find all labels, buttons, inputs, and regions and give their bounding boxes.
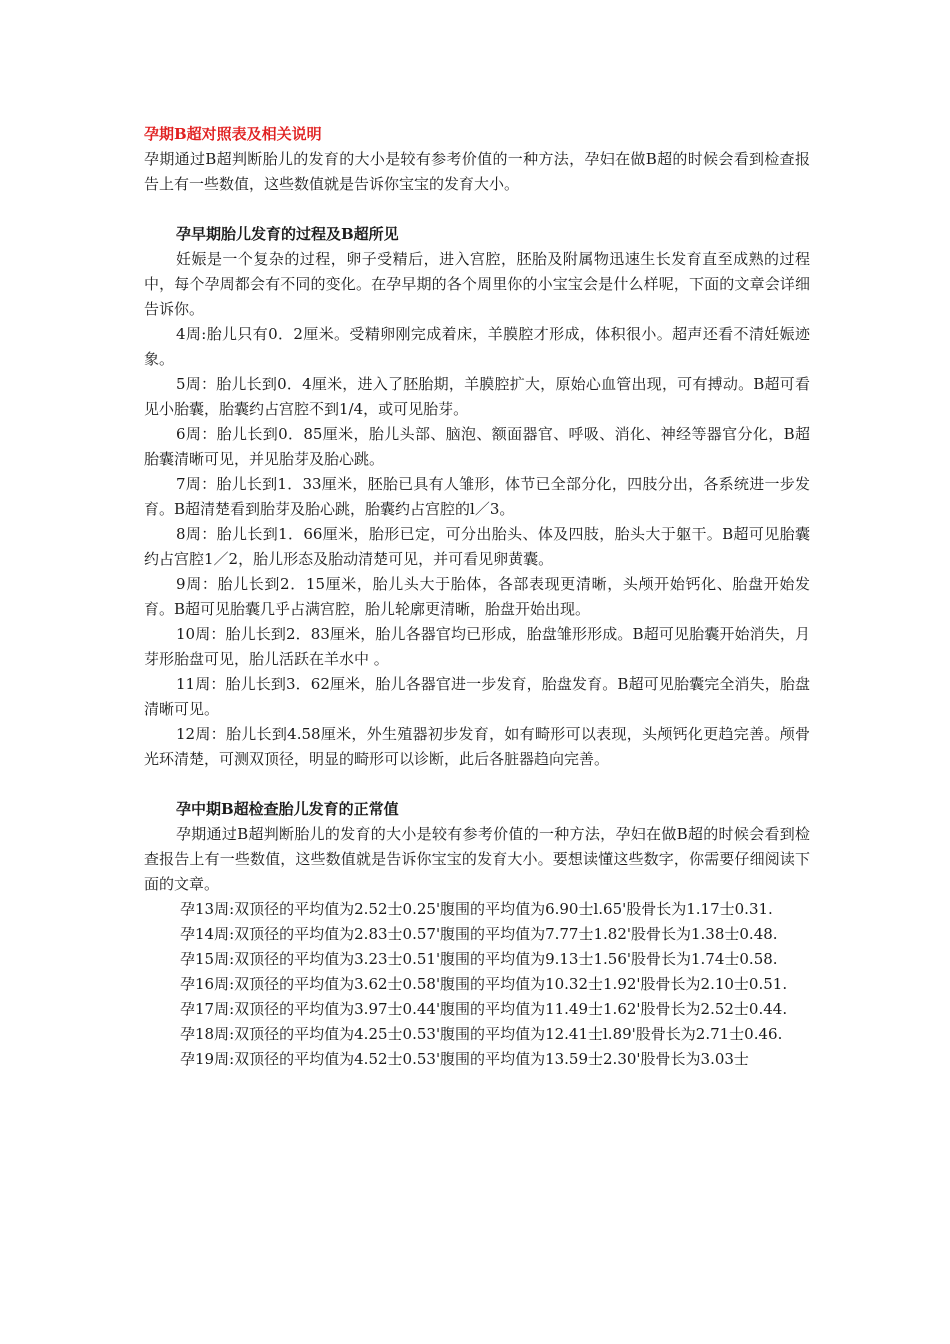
early-week-8: 8周：胎儿长到1．66厘米，胎形已定，可分出胎头、体及四肢，胎头大于躯干。B超可见胎囊约占宫腔1／2，胎儿形态及胎动清楚可见，并可看见卵黄囊。 bbox=[144, 525, 810, 568]
early-week-9: 9周：胎儿长到2．15厘米，胎儿头大于胎体，各部表现更清晰，头颅开始钙化、胎盘开始发育。B超可见胎囊几乎占满宫腔，胎儿轮廓更清晰，胎盘开始出现。 bbox=[144, 575, 810, 618]
mid-week-17: 孕17周:双顶径的平均值为3.97士0.44'腹围的平均值为11.49士1.62'股骨长为2.52士0.44. bbox=[180, 1000, 788, 1018]
early-pregnancy-section bbox=[144, 222, 810, 772]
early-week-11: 11周：胎儿长到3．62厘米，胎儿各器官进一步发育，胎盘发育。B超可见胎囊完全消失，胎盘清晰可见。 bbox=[144, 675, 810, 718]
mid-week-16: 孕16周:双顶径的平均值为3.62士0.58'腹围的平均值为10.32士1.92'股骨长为2.10士0.51. bbox=[180, 975, 788, 993]
intro-paragraph: 孕期通过B超判断胎儿的发育的大小是较有参考价值的一种方法，孕妇在做B超的时候会看到检查报告上有一些数值，这些数值就是告诉你宝宝的发育大小。 bbox=[144, 150, 810, 193]
early-week-5: 5周：胎儿长到0．4厘米，进入了胚胎期，羊膜腔扩大，原始心血管出现，可有搏动。B超可看见小胎囊，胎囊约占宫腔不到1/4，或可见胎芽。 bbox=[144, 375, 810, 418]
mid-section-heading: 孕中期B超检查胎儿发育的正常值 bbox=[176, 800, 399, 818]
document-page bbox=[144, 122, 810, 1072]
early-week-10: 10周：胎儿长到2．83厘米，胎儿各器官均已形成，胎盘雏形形成。B超可见胎囊开始消失，月芽形胎盘可见，胎儿活跃在羊水中 。 bbox=[144, 625, 810, 668]
spacer bbox=[144, 772, 810, 797]
early-week-7: 7周：胎儿长到1．33厘米，胚胎已具有人雏形，体节已全部分化，四肢分出，各系统进一步发育。B超清楚看到胎芽及胎心跳，胎囊约占宫腔的l／3。 bbox=[144, 475, 810, 518]
mid-week-15: 孕15周:双顶径的平均值为3.23士0.51'腹围的平均值为9.13士1.56'股骨长为1.74士0.58. bbox=[180, 950, 778, 968]
mid-section-intro: 孕期通过B超判断胎儿的发育的大小是较有参考价值的一种方法，孕妇在做B超的时候会看到检查报告上有一些数值，这些数值就是告诉你宝宝的发育大小。要想读懂这些数字，你需要仔细阅读下面的文章。 bbox=[144, 825, 810, 893]
document-title: 孕期B超对照表及相关说明 bbox=[144, 125, 322, 143]
early-week-6: 6周：胎儿长到0．85厘米，胎儿头部、脑泡、额面器官、呼吸、消化、神经等器官分化，B超胎囊清晰可见，并见胎芽及胎心跳。 bbox=[144, 425, 810, 468]
early-section-intro: 妊娠是一个复杂的过程，卵子受精后，进入宫腔，胚胎及附属物迅速生长发育直至成熟的过程中，每个孕周都会有不同的变化。在孕早期的各个周里你的小宝宝会是什么样呢，下面的文章会详细告诉你。 bbox=[144, 250, 810, 318]
early-week-12: 12周：胎儿长到4.58厘米，外生殖器初步发育，如有畸形可以表现，头颅钙化更趋完善。颅骨光环清楚，可测双顶径，明显的畸形可以诊断，此后各脏器趋向完善。 bbox=[144, 725, 810, 768]
mid-week-14: 孕14周:双顶径的平均值为2.83士0.57'腹围的平均值为7.77士1.82'股骨长为1.38士0.48. bbox=[180, 925, 778, 943]
early-section-heading: 孕早期胎儿发育的过程及B超所见 bbox=[176, 225, 399, 243]
mid-week-19: 孕19周:双顶径的平均值为4.52士0.53'腹围的平均值为13.59士2.30'股骨长为3.03士 bbox=[180, 1050, 749, 1068]
spacer bbox=[144, 197, 810, 222]
early-week-4: 4周:胎儿只有0．2厘米。受精卵刚完成着床，羊膜腔才形成，体积很小。超声还看不清妊娠迹象。 bbox=[144, 325, 810, 368]
mid-week-18: 孕18周:双顶径的平均值为4.25士0.53'腹围的平均值为12.41士l.89'股骨长为2.71士0.46. bbox=[180, 1025, 783, 1043]
mid-pregnancy-section bbox=[144, 797, 810, 1072]
mid-week-13: 孕13周:双顶径的平均值为2.52士0.25'腹围的平均值为6.90士l.65'股骨长为1.17士0.31. bbox=[180, 900, 773, 918]
